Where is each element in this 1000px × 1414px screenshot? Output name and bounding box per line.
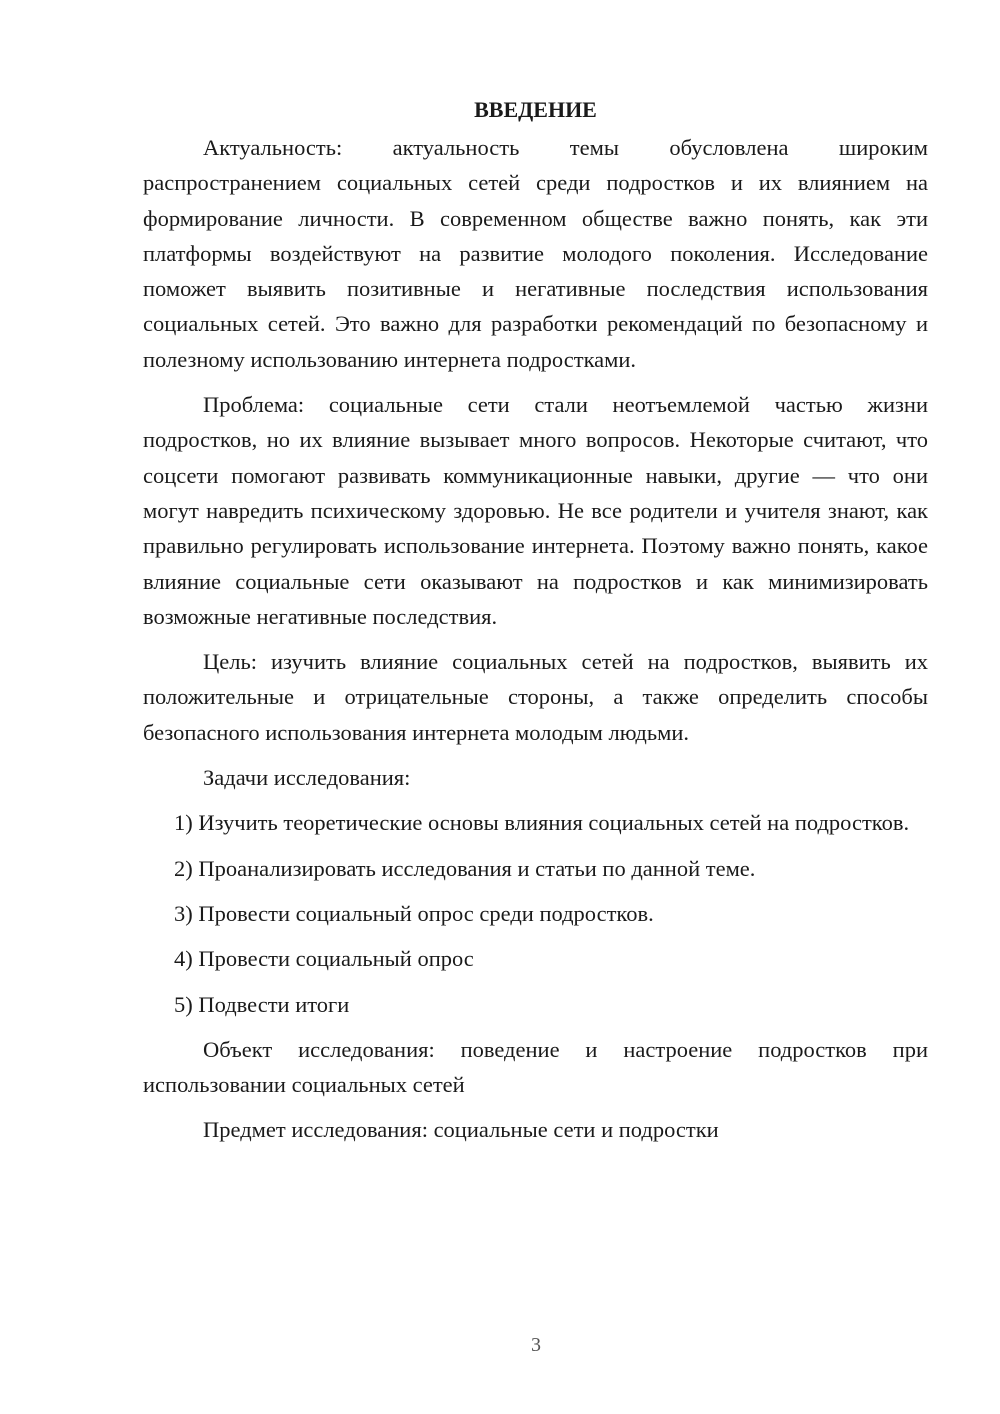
page-number: 3 — [531, 1334, 541, 1356]
task-item-3: 3) Провести социальный опрос среди подростков. — [174, 900, 654, 926]
paragraph-problem: Проблема: социальные сети стали неотъемлемой частью жизни подростков, но их влияние вызывает много вопросов. Некоторые считают, что соцсети помогают развивать коммуникационные навыки, другие — что они могут навредить психическому здоровью. Не все родители и учителя знают, как правильно регулировать использование интернета. Поэтому важно понять, какое влияние социальные сети оказывают на подростков и как минимизировать возможные негативные последствия. — [143, 392, 928, 629]
paragraph-subject: Предмет исследования: социальные сети и подростки — [203, 1117, 719, 1143]
paragraph-relevance: Актуальность: актуальность темы обусловлена широким распространением социальных сетей среди подростков и их влиянием на формирование личности. В современном обществе важно понять, как эти платформы воздействуют на развитие молодого поколения. Исследование поможет выявить позитивные и негативные последствия использования социальных сетей. Это важно для разработки рекомендаций по безопасному и полезному использованию интернета подростками. — [143, 135, 928, 372]
paragraph-goal: Цель: изучить влияние социальных сетей на подростков, выявить их положительные и отрицательные стороны, а также определить способы безопасного использования интернета молодым людьми. — [143, 649, 928, 745]
document-page — [143, 92, 928, 1148]
section-heading: ВВЕДЕНИЕ — [474, 97, 597, 122]
paragraph-object: Объект исследования: поведение и настроение подростков при использовании социальных сетей — [143, 1036, 928, 1098]
tasks-title: Задачи исследования: — [203, 765, 411, 791]
task-item-2: 2) Проанализировать исследования и статьи по данной теме. — [174, 855, 756, 881]
task-item-1: 1) Изучить теоретические основы влияния социальных сетей на подростков. — [174, 810, 910, 836]
task-item-4: 4) Провести социальный опрос — [174, 946, 474, 972]
task-item-5: 5) Подвести итоги — [174, 991, 350, 1017]
